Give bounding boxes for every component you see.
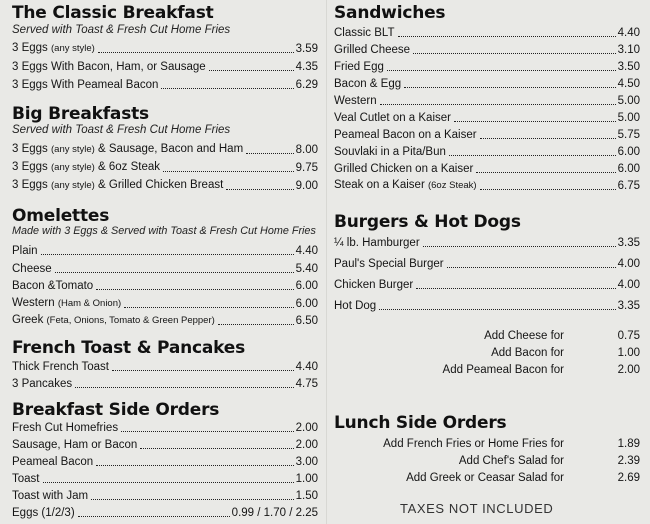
dot-leader [454, 121, 616, 122]
addon-name: Add Peameal Bacon for [442, 364, 564, 376]
dot-leader [476, 172, 615, 173]
menu-item [334, 255, 640, 271]
dot-leader [423, 246, 616, 247]
dot-leader [140, 448, 293, 449]
classic-breakfast-subtitle: Served with Toast & Fresh Cut Home Fries [12, 24, 231, 36]
item-price: 3.10 [617, 44, 640, 56]
dot-leader [449, 155, 616, 156]
burgers-title: Burgers & Hot Dogs [334, 212, 521, 232]
item-name [12, 421, 118, 435]
dot-leader [98, 52, 294, 53]
item-name [334, 128, 477, 142]
dot-leader [43, 482, 294, 483]
item-name-text: Grilled Cheese [334, 44, 411, 56]
addon-price: 1.89 [617, 438, 640, 450]
item-price: 4.40 [617, 27, 640, 39]
menu-item [334, 276, 640, 292]
item-name-text: Hot Dog [334, 300, 377, 312]
item-name [12, 262, 52, 276]
item-price: 4.50 [617, 78, 640, 90]
item-name-text: Thick French Toast [12, 361, 109, 373]
menu-item [334, 24, 640, 40]
classic-breakfast-title: The Classic Breakfast [12, 3, 214, 23]
item-price: 0.99 / 1.70 / 2.25 [231, 507, 318, 519]
item-price: 6.29 [295, 79, 318, 91]
item-name-text: Chicken Burger [334, 279, 414, 291]
item-name [334, 145, 446, 159]
item-name [12, 506, 75, 520]
item-price: 9.00 [295, 180, 318, 192]
item-price: 4.40 [295, 361, 318, 373]
item-name [12, 360, 109, 374]
addon-price: 0.75 [617, 330, 640, 342]
item-name-text: Western [12, 296, 58, 309]
item-name [12, 296, 121, 311]
dot-leader [379, 309, 615, 310]
item-name [12, 455, 93, 469]
item-name-text: 3 Eggs [12, 143, 51, 155]
menu-item [12, 375, 318, 391]
menu-item [12, 260, 318, 276]
dot-leader [112, 370, 294, 371]
item-name [12, 160, 160, 175]
item-price: 3.00 [295, 456, 318, 468]
item-name-text: 3 Eggs [12, 179, 51, 191]
item-price: 6.00 [295, 280, 318, 292]
item-name-text: Western [334, 95, 377, 107]
omelettes-title: Omelettes [12, 206, 110, 226]
item-name-text: 3 Pancakes [12, 378, 73, 390]
dot-leader [78, 516, 230, 517]
item-name-suffix: & Grilled Chicken Breast [94, 179, 224, 191]
item-name [334, 162, 473, 176]
menu-item [334, 75, 640, 91]
item-name-text: Bacon &Tomato [12, 280, 94, 292]
menu-item [334, 160, 640, 176]
menu-item [334, 177, 640, 193]
menu-item [12, 312, 318, 328]
item-price: 3.35 [617, 300, 640, 312]
addon-price: 2.00 [617, 364, 640, 376]
item-name-text: Veal Cutlet on a Kaiser [334, 112, 451, 124]
item-name [12, 178, 223, 193]
item-name [334, 94, 377, 108]
item-name-text: ¼ lb. Hamburger [334, 237, 420, 249]
addon-name: Add French Fries or Home Fries for [383, 438, 564, 450]
dot-leader [380, 104, 616, 105]
menu-item [12, 242, 318, 258]
menu-item [12, 295, 318, 311]
item-name [12, 279, 93, 293]
item-price: 2.00 [295, 422, 318, 434]
item-name [334, 111, 451, 125]
item-price: 5.40 [295, 262, 318, 275]
item-name [334, 60, 384, 74]
item-note: (any style) [51, 144, 95, 155]
addon-name: Add Cheese for [484, 330, 564, 342]
item-name [12, 438, 137, 452]
addon-item [334, 434, 640, 450]
menu-item [12, 436, 318, 452]
item-name [334, 299, 376, 313]
item-note: (any style) [51, 43, 95, 54]
addon-item [334, 451, 640, 467]
dot-leader [218, 324, 294, 325]
item-name [12, 472, 40, 486]
dot-leader [447, 267, 616, 268]
item-name-text: Toast with Jam [12, 490, 89, 502]
item-name [334, 178, 477, 193]
item-name [12, 489, 88, 503]
dot-leader [387, 70, 616, 71]
item-price: 2.00 [295, 439, 318, 451]
item-name [12, 78, 158, 92]
item-name [334, 43, 410, 57]
dot-leader [246, 153, 293, 154]
item-name-text: Greek [12, 314, 47, 326]
menu-item [12, 277, 318, 293]
item-name-text: Grilled Chicken on a Kaiser [334, 163, 474, 175]
addon-item [334, 343, 640, 359]
addon-price: 2.69 [617, 472, 640, 484]
item-name-text: Toast [12, 473, 40, 485]
menu-item [334, 92, 640, 108]
item-price: 6.50 [295, 315, 318, 327]
dot-leader [413, 53, 616, 54]
item-name [12, 377, 72, 391]
item-name-text: 3 Eggs [12, 161, 51, 173]
item-price: 4.75 [295, 378, 318, 390]
menu-item [12, 159, 318, 175]
item-name [334, 278, 413, 292]
item-name-text: Cheese [12, 262, 52, 275]
item-name-text: Plain [12, 245, 38, 257]
column-divider [326, 0, 327, 524]
item-name-text: Fried Egg [334, 61, 384, 73]
item-price: 3.59 [295, 43, 318, 55]
addon-price: 1.00 [617, 347, 640, 359]
dot-leader [161, 88, 293, 89]
item-price: 3.50 [617, 61, 640, 73]
breakfast-side-title: Breakfast Side Orders [12, 400, 220, 420]
dot-leader [480, 138, 616, 139]
item-name-text: 3 Eggs With Bacon, Ham, or Sausage [12, 61, 206, 73]
dot-leader [480, 189, 616, 190]
item-price: 4.40 [295, 245, 318, 257]
item-price: 4.00 [617, 279, 640, 291]
item-price: 6.00 [295, 297, 318, 310]
item-price: 4.00 [617, 258, 640, 270]
menu-item [334, 143, 640, 159]
addon-item [334, 468, 640, 484]
item-price: 1.00 [295, 473, 318, 485]
item-name-text: Sausage, Ham or Bacon [12, 439, 138, 451]
item-name [334, 26, 395, 40]
dot-leader [226, 189, 293, 190]
omelettes-subtitle: Made with 3 Eggs & Served with Toast & Fresh Cut Home Fries [12, 225, 316, 237]
item-name-text: Bacon & Egg [334, 78, 402, 90]
item-price: 5.00 [617, 95, 640, 107]
item-note: (any style) [51, 162, 95, 173]
lunch-side-title: Lunch Side Orders [334, 413, 507, 433]
item-name [334, 257, 444, 271]
dot-leader [96, 465, 293, 466]
menu-item [12, 58, 318, 74]
menu-item [12, 487, 318, 503]
dot-leader [121, 431, 294, 432]
big-breakfasts-subtitle: Served with Toast & Fresh Cut Home Fries [12, 124, 231, 136]
item-name-text: 3 Eggs [12, 42, 51, 54]
item-note: (6oz Steak) [427, 180, 477, 191]
addon-item [334, 360, 640, 376]
menu-item [334, 41, 640, 57]
menu-item [12, 504, 318, 520]
menu-item [12, 141, 318, 157]
item-price: 5.75 [617, 129, 640, 141]
item-name-text: Peameal Bacon on a Kaiser [334, 129, 477, 141]
menu-item [12, 453, 318, 469]
dot-leader [209, 70, 294, 71]
item-name-text: 3 Eggs With Peameal Bacon [12, 79, 159, 91]
dot-leader [124, 307, 293, 308]
addon-name: Add Bacon for [491, 347, 564, 359]
item-note: (Feta, Onions, Tomato & Green Pepper) [46, 315, 215, 326]
addon-item [334, 326, 640, 342]
addon-price: 2.39 [617, 455, 640, 467]
menu-item [12, 419, 318, 435]
item-name [334, 77, 401, 91]
item-name-text: Eggs (1/2/3) [12, 507, 75, 519]
item-name-text: Steak on a Kaiser [334, 179, 428, 191]
item-name-suffix: & 6oz Steak [94, 161, 161, 173]
menu-item [334, 58, 640, 74]
menu-item [12, 76, 318, 92]
item-name-suffix: & Sausage, Bacon and Ham [94, 143, 244, 155]
item-name [334, 236, 420, 250]
big-breakfasts-title: Big Breakfasts [12, 104, 149, 124]
taxes-notice: TAXES NOT INCLUDED [400, 501, 554, 516]
menu-item [12, 177, 318, 193]
menu-item [334, 234, 640, 250]
addon-name: Add Greek or Ceasar Salad for [406, 472, 564, 484]
dot-leader [163, 171, 294, 172]
item-name-text: Souvlaki in a Pita/Bun [334, 146, 446, 158]
item-name-text: Fresh Cut Homefries [12, 422, 119, 434]
item-price: 8.00 [295, 144, 318, 156]
item-price: 3.35 [617, 237, 640, 249]
menu-item [334, 109, 640, 125]
menu-item [334, 297, 640, 313]
menu-item [12, 40, 318, 56]
menu-item [12, 470, 318, 486]
item-price: 4.35 [295, 61, 318, 73]
sandwiches-title: Sandwiches [334, 3, 446, 23]
item-name [12, 313, 215, 328]
item-price: 6.75 [617, 180, 640, 192]
menu-item [12, 358, 318, 374]
item-name-text: Paul's Special Burger [334, 258, 444, 270]
menu-item [334, 126, 640, 142]
item-name-text: Classic BLT [334, 27, 395, 39]
dot-leader [55, 272, 294, 273]
item-name [12, 142, 243, 157]
item-price: 1.50 [295, 490, 318, 502]
item-price: 6.00 [617, 146, 640, 158]
french-toast-title: French Toast & Pancakes [12, 338, 246, 358]
item-name [12, 244, 38, 258]
dot-leader [41, 254, 294, 255]
item-price: 5.00 [617, 112, 640, 124]
item-note: (Ham & Onion) [57, 297, 122, 309]
item-name [12, 41, 95, 56]
item-price: 6.00 [617, 163, 640, 175]
item-name [12, 60, 206, 74]
dot-leader [96, 289, 293, 290]
item-price: 9.75 [295, 162, 318, 174]
dot-leader [416, 288, 615, 289]
dot-leader [91, 499, 294, 500]
dot-leader [404, 87, 615, 88]
item-name-text: Peameal Bacon [12, 456, 94, 468]
item-note: (any style) [51, 180, 95, 191]
dot-leader [75, 387, 294, 388]
dot-leader [398, 36, 616, 37]
addon-name: Add Chef's Salad for [458, 455, 564, 467]
